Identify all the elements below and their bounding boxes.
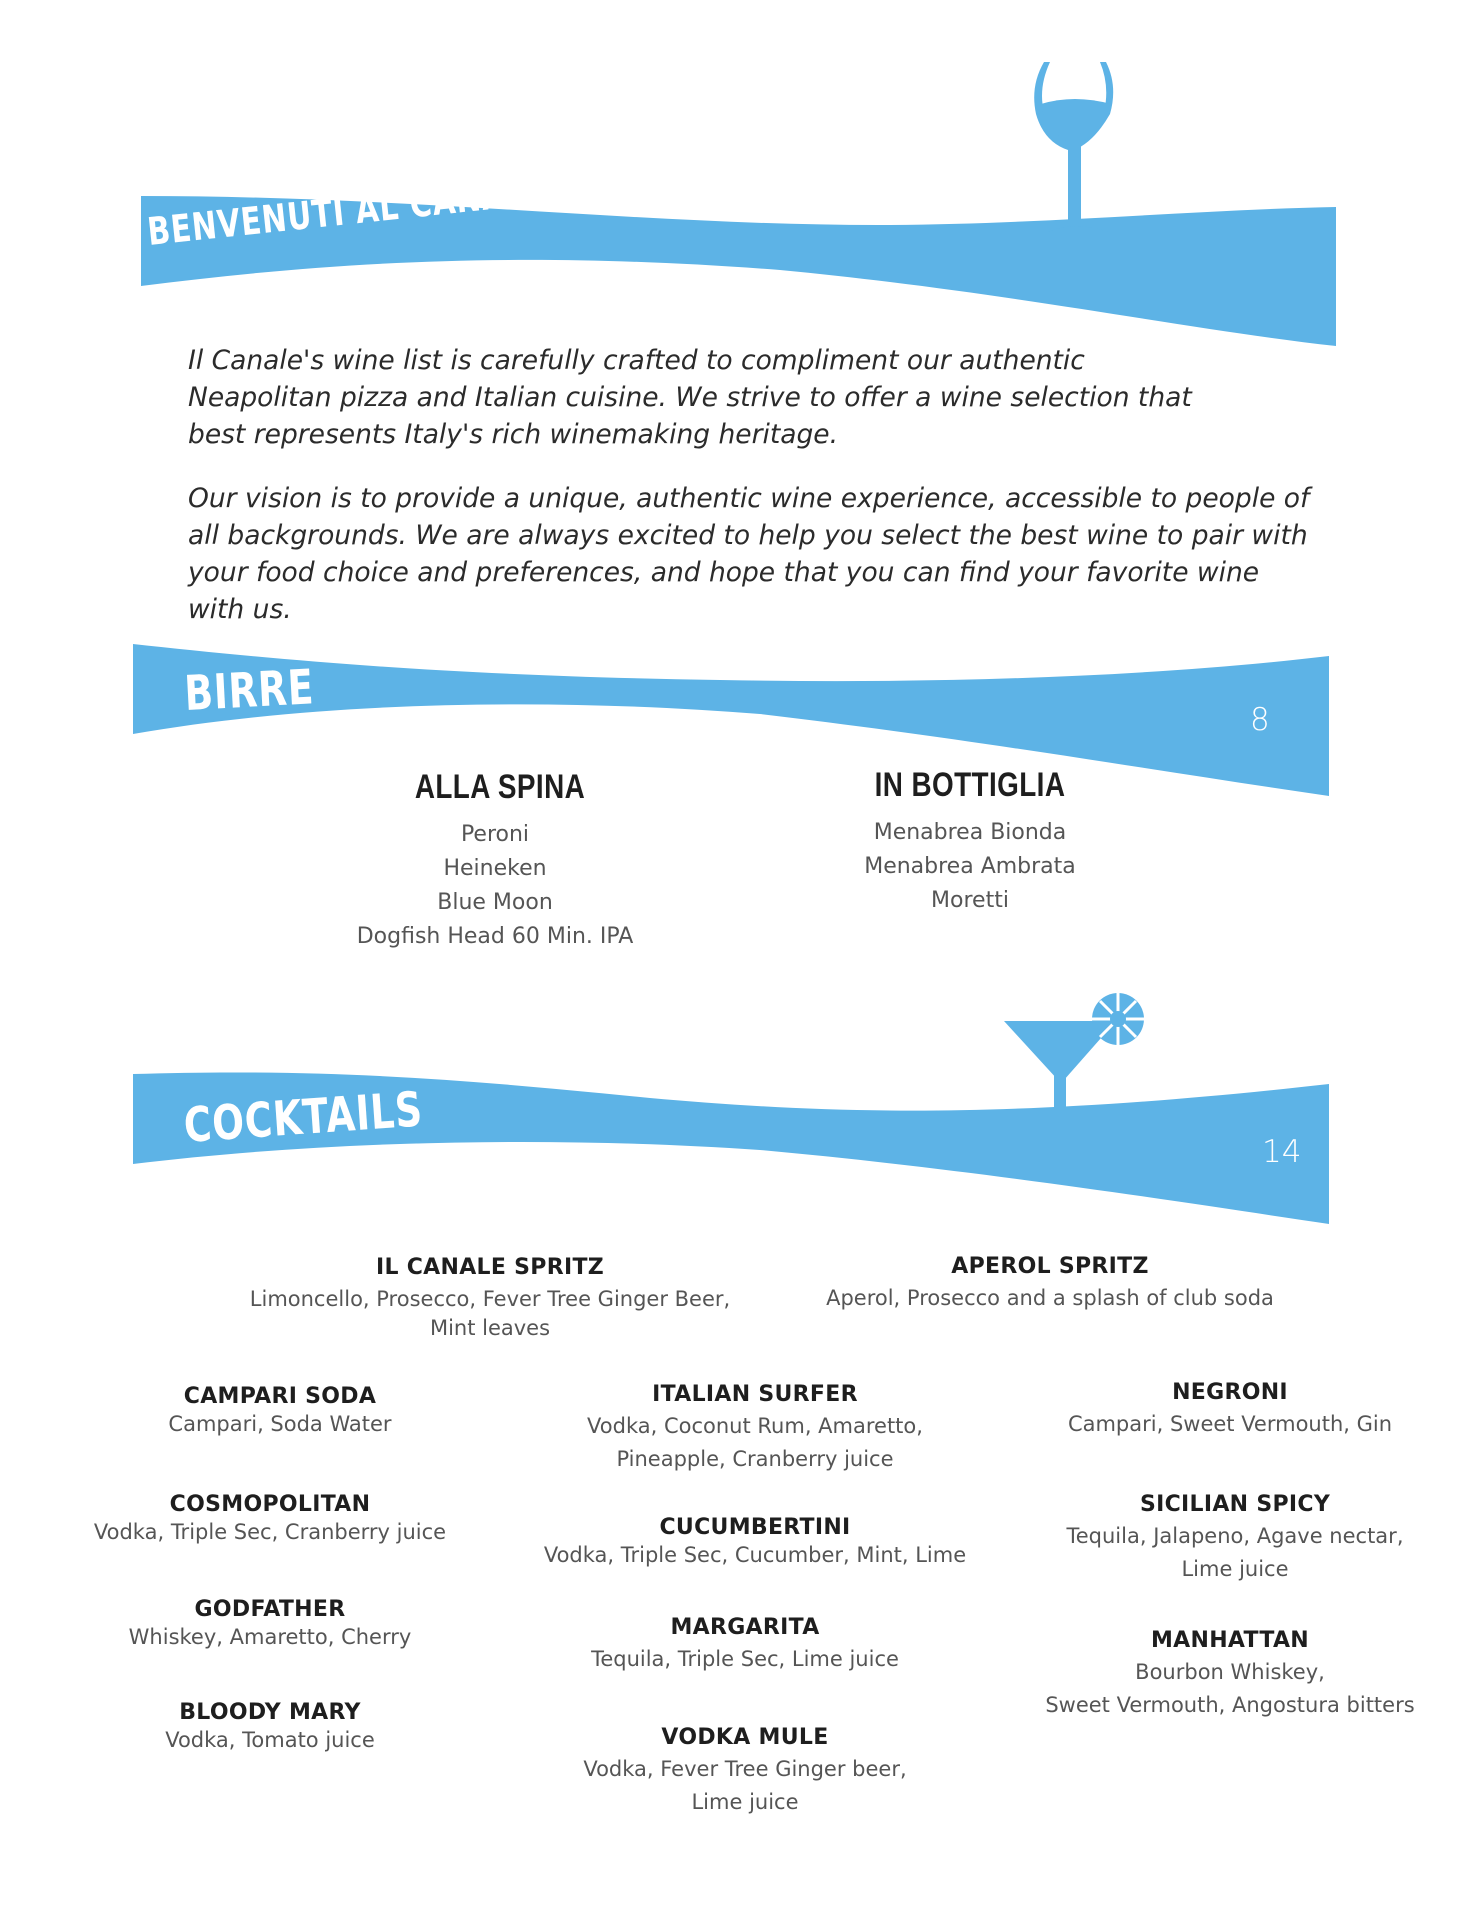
welcome-paragraph-1: Il Canale's wine list is carefully crafted to compliment our authentic Neapolitan pizza and Italian cuisine. We strive to offer a wine selection that best represents Italy's rich winemaking heritage.: [188, 345, 1192, 450]
list-item: Moretti: [931, 888, 1009, 913]
in-bottiglia-heading: IN BOTTIGLIA: [874, 766, 1066, 804]
cocktail-name: CUCUMBERTINI: [659, 1515, 851, 1540]
cocktail-desc: Limoncello, Prosecco, Fever Tree Ginger Beer,: [249, 1287, 731, 1311]
cocktail-name: IL CANALE SPRITZ: [375, 1255, 605, 1280]
cocktail-name: MANHATTAN: [1150, 1628, 1309, 1653]
cocktail-desc: Sweet Vermouth, Angostura bitters: [1045, 1693, 1415, 1717]
cocktail-italian-surfer: [530, 1380, 980, 1476]
cocktail-desc: Lime juice: [1181, 1557, 1289, 1581]
alla-spina-heading: ALLA SPINA: [414, 768, 586, 806]
wine-glass-icon: [1034, 62, 1113, 232]
cocktail-desc: Aperol, Prosecco and a splash of club soda: [826, 1286, 1274, 1310]
list-item: Heineken: [443, 856, 547, 881]
cocktail-desc: Tequila, Triple Sec, Lime juice: [591, 1647, 899, 1671]
cocktail-vodka-mule: [520, 1723, 970, 1819]
cocktail-desc: Whiskey, Amaretto, Cherry: [128, 1625, 412, 1649]
cocktail-name: NEGRONI: [1172, 1380, 1288, 1405]
birre-title: BIRRE: [183, 659, 316, 722]
cocktail-desc: Bourbon Whiskey,: [1135, 1660, 1325, 1684]
cocktail-desc: Vodka, Fever Tree Ginger beer,: [583, 1757, 907, 1781]
cocktail-sicilian-spicy: [1030, 1490, 1440, 1586]
list-item: Menabrea Ambrata: [864, 854, 1076, 879]
cocktail-desc: Campari, Sweet Vermouth, Gin: [1067, 1412, 1393, 1436]
cocktail-desc: Vodka, Tomato juice: [165, 1728, 375, 1752]
cocktail-name: COSMOPOLITAN: [169, 1492, 371, 1517]
cocktail-aperol-spritz: [790, 1252, 1310, 1315]
cocktail-name: CAMPARI SODA: [183, 1384, 377, 1409]
cocktail-name: BLOODY MARY: [179, 1700, 361, 1725]
cocktail-desc: Lime juice: [691, 1790, 799, 1814]
cocktails-price: 14: [1262, 1134, 1302, 1170]
cocktail-name: APEROL SPRITZ: [951, 1254, 1149, 1279]
in-bottiglia-list: [810, 816, 1130, 918]
cocktail-desc: Vodka, Triple Sec, Cranberry juice: [93, 1520, 447, 1544]
cocktail-cosmopolitan: [70, 1490, 470, 1549]
list-item: Blue Moon: [437, 890, 553, 915]
cocktail-godfather: [70, 1595, 470, 1654]
cocktails-title: COCKTAILS: [182, 1081, 425, 1154]
cocktail-name: GODFATHER: [194, 1597, 346, 1622]
martini-glass-icon: [1004, 993, 1144, 1114]
cocktail-name: MARGARITA: [670, 1615, 820, 1640]
cocktail-margarita: [520, 1613, 970, 1676]
cocktail-il-canale-spritz: [220, 1253, 760, 1345]
cocktail-desc: Vodka, Coconut Rum, Amaretto,: [587, 1414, 923, 1438]
cocktail-desc: Vodka, Triple Sec, Cucumber, Mint, Lime: [543, 1543, 967, 1567]
cocktail-desc: Pineapple, Cranberry juice: [616, 1447, 894, 1471]
cocktail-bloody-mary: [70, 1698, 470, 1757]
welcome-paragraph-2: Our vision is to provide a unique, authentic wine experience, accessible to people of all backgrounds. We are always excited to help you select the best wine to pair with your food choice and preferences, and hope that you can find your favorite wine with us.: [188, 483, 1310, 625]
cocktail-desc: Campari, Soda Water: [168, 1412, 392, 1436]
cocktail-cucumbertini: [520, 1513, 990, 1572]
cocktail-name: ITALIAN SURFER: [652, 1382, 858, 1407]
welcome-title: BENVENUTI AL CANALE: [145, 168, 548, 254]
cocktail-campari-soda: [80, 1382, 480, 1441]
list-item: Dogfish Head 60 Min. IPA: [356, 924, 634, 949]
cocktail-manhattan: [1030, 1626, 1430, 1722]
birre-price: 8: [1250, 702, 1270, 738]
cocktail-negroni: [1030, 1378, 1430, 1441]
cocktail-name: VODKA MULE: [661, 1725, 829, 1750]
cocktail-desc: Mint leaves: [429, 1316, 551, 1340]
alla-spina-list: [330, 818, 660, 954]
list-item: Menabrea Bionda: [873, 820, 1067, 845]
cocktail-name: SICILIAN SPICY: [1139, 1492, 1331, 1517]
cocktail-desc: Tequila, Jalapeno, Agave nectar,: [1066, 1524, 1404, 1548]
list-item: Peroni: [460, 822, 530, 847]
